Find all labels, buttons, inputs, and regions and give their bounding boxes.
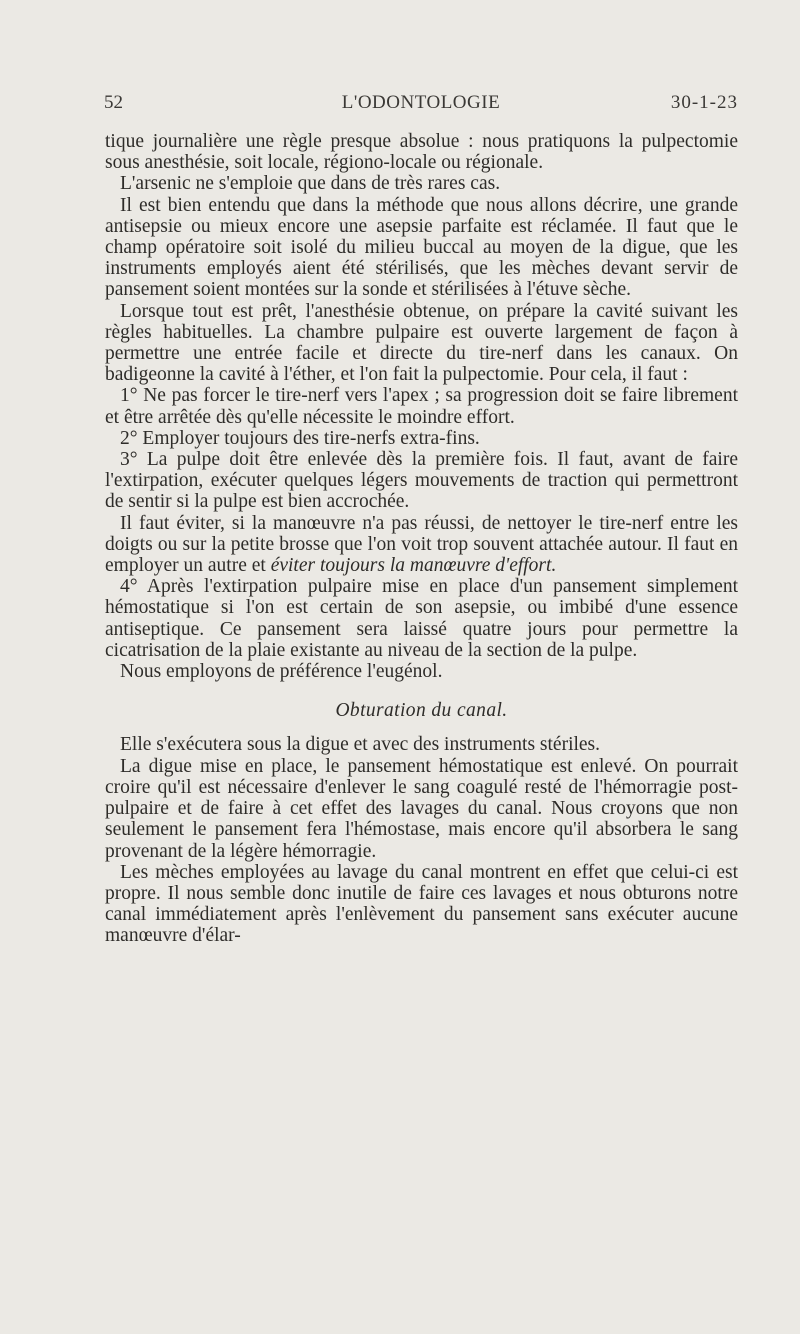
paragraph: L'arsenic ne s'emploie que dans de très rares cas.	[120, 173, 501, 195]
numbered-paragraph: 2° Employer toujours des tire-nerfs extra-fins.	[120, 427, 480, 449]
paragraph	[105, 513, 738, 577]
page-header	[104, 92, 738, 118]
section-title: Obturation du canal.	[335, 700, 508, 722]
running-title: L'ODONTOLOGIE	[341, 92, 501, 113]
paragraph: Lorsque tout est prêt, l'anesthésie obtenue, on prépare la cavité suivant les règles habituelles. La chambre pulpaire est ouverte largement de façon à permettre une entrée facile et directe du tire-nerf dans les canaux. On badigeonne la cavité à l'éther, et l'on fait la pulpectomie. Pour cela, il faut :	[105, 300, 738, 386]
numbered-paragraph: 3° La pulpe doit être enlevée dès la première fois. Il faut, avant de faire l'extirpation, exécuter quelques légers mouvements de traction qui permettront de sentir si la pulpe est bien accrochée.	[105, 449, 738, 513]
issue-date: 30-1-23	[670, 92, 738, 113]
paragraph: Elle s'exécutera sous la digue et avec des instruments stériles.	[120, 734, 601, 756]
paragraph: La digue mise en place, le pansement hémostatique est enlevé. On pourrait croire qu'il est nécessaire d'enlever le sang coagulé resté de l'hémorragie post-pulpaire et de faire à cet effet des lavages du canal. Nous croyons que non seulement le pansement fera l'hémostase, mais encore qu'il absorbera le sang provenant de la légère hémorragie.	[105, 755, 738, 862]
numbered-paragraph: 1° Ne pas forcer le tire-nerf vers l'apex ; sa progression doit se faire librement et être arrêtée dès qu'elle nécessite le moindre effort.	[105, 385, 738, 428]
italic-emphasis: éviter toujours la manœuvre d'effort.	[270, 555, 557, 577]
paragraph: Nous employons de préférence l'eugénol.	[120, 661, 443, 683]
numbered-paragraph: 4° Après l'extirpation pulpaire mise en place d'un pansement simplement hémostatique si l'on est certain de son asepsie, ou imbibé d'une essence antiseptique. Ce pansement sera laissé quatre jours pour permettre la cicatrisation de la plaie existante au niveau de la section de la pulpe.	[105, 576, 738, 661]
paragraph: tique journalière une règle presque absolue : nous pratiquons la pulpectomie sous anesthésie, soit locale, régiono-locale ou régionale.	[105, 131, 738, 174]
paragraph: Il est bien entendu que dans la méthode que nous allons décrire, une grande antisepsie ou mieux encore une asepsie parfaite est réclamée. Il faut que le champ opératoire soit isolé du milieu buccal au moyen de la digue, que les instruments employés aient été stérilisés, que les mèches devant servir de pansement soient montées sur la sonde et stérilisées à l'étuve sèche.	[105, 194, 738, 301]
page-number: 52	[104, 92, 123, 113]
paragraph-text: Il faut éviter, si la manœuvre n'a pas réussi, de nettoyer le tire-nerf entre les doigts ou sur la petite brosse que l'on voit trop souvent attachée autour. Il faut en employer un autre et	[105, 512, 738, 577]
article-body	[105, 131, 738, 947]
paragraph: Les mèches employées au lavage du canal montrent en effet que celui-ci est propre. Il nous semble donc inutile de faire ces lavages et nous obturons notre canal immédiatement après l'enlèvement du pansement sans exécuter aucune manœuvre d'élar-	[105, 861, 738, 947]
